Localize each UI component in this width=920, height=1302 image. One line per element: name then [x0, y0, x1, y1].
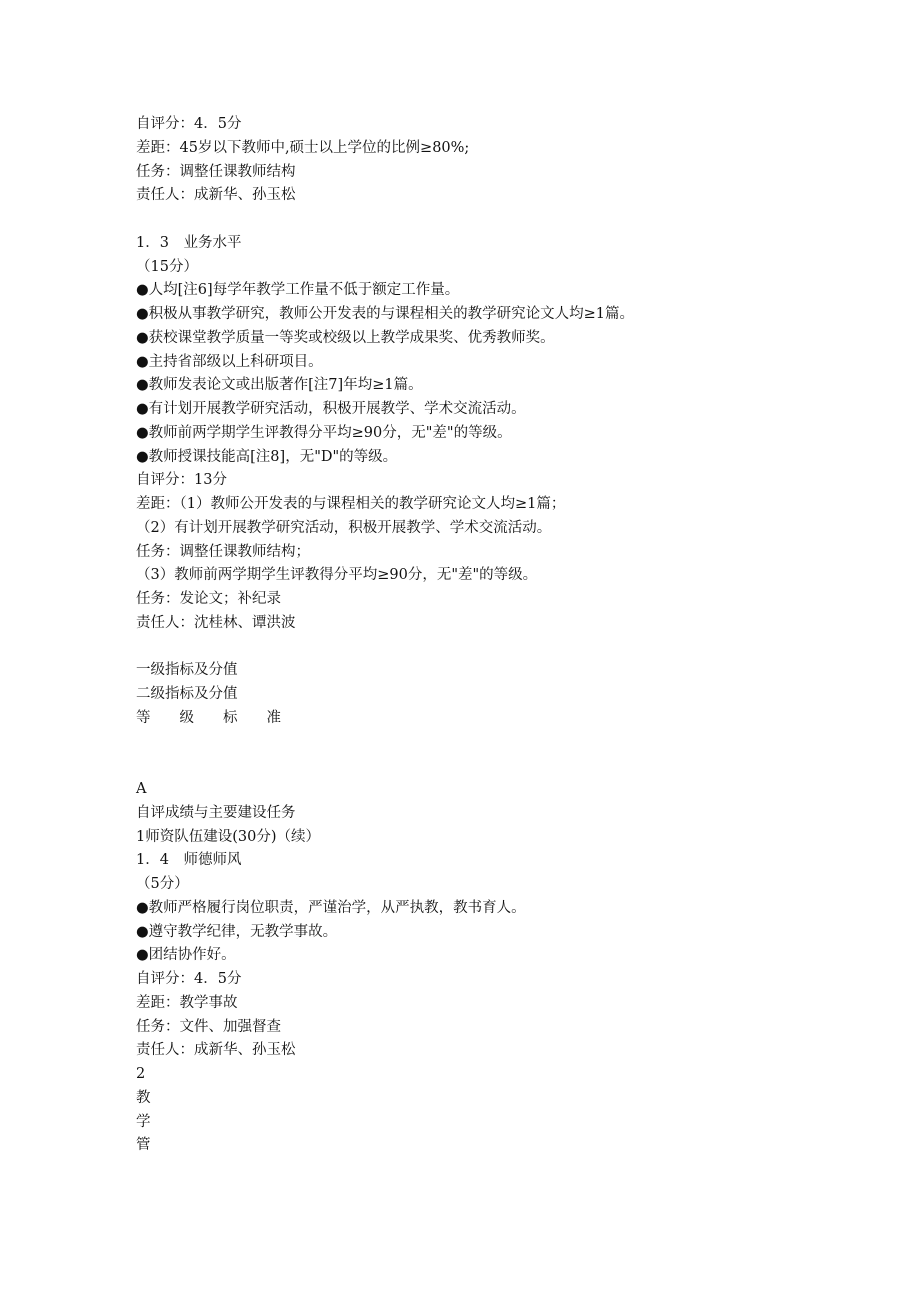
- task-line: 任务：发论文；补纪录: [136, 591, 281, 607]
- self-score-line: 自评分：4．5分: [136, 971, 242, 987]
- responsible-line: 责任人：成新华、孙玉松: [136, 187, 296, 204]
- bullet-item: ●教师发表论文或出版著作[注7]年均≥1篇。: [136, 377, 423, 394]
- vertical-char: 学: [136, 1113, 151, 1130]
- standard-header: 等 级 标 准: [136, 709, 281, 726]
- spacer: [136, 208, 836, 232]
- section-number: 2: [136, 1066, 146, 1082]
- gap-line: 差距：教学事故: [136, 994, 238, 1011]
- section-score: （15分）: [136, 258, 198, 275]
- gap-line: （3）教师前两学期学生评教得分平均≥90分，无"差"的等级。: [136, 567, 538, 584]
- gap-line: 差距：45岁以下教师中,硕士以上学位的比例≥80%;: [136, 139, 470, 156]
- bullet-item: ●主持省部级以上科研项目。: [136, 353, 323, 370]
- gap-line: （2）有计划开展教学研究活动，积极开展教学、学术交流活动。: [136, 519, 552, 536]
- spacer: [136, 636, 836, 660]
- bullet-item: ●教师严格履行岗位职责，严谨治学，从严执教，教书育人。: [136, 899, 526, 916]
- gap-line: 差距：（1）教师公开发表的与课程相关的教学研究论文人均≥1篇；: [136, 496, 566, 512]
- document-page: [136, 113, 836, 1158]
- task-line: 任务：调整任课教师结构；: [136, 543, 310, 560]
- self-eval-header: 自评成绩与主要建设任务: [136, 804, 296, 821]
- self-score-line: 自评分：13分: [136, 472, 227, 489]
- section-heading: 1．3 业务水平: [136, 234, 242, 251]
- bullet-item: ●人均[注6]每学年教学工作量不低于额定工作量。: [136, 282, 460, 299]
- level2-indicator-header: 二级指标及分值: [136, 686, 238, 702]
- category-label: 1师资队伍建设(30分)（续）: [136, 828, 320, 845]
- vertical-char: 教: [136, 1089, 151, 1106]
- self-score-line: 自评分：4．5分: [136, 116, 242, 132]
- bullet-item: ●教师前两学期学生评教得分平均≥90分，无"差"的等级。: [136, 424, 512, 441]
- bullet-item: ●获校课堂教学质量一等奖或校级以上教学成果奖、优秀教师奖。: [136, 329, 555, 346]
- section-heading: 1．4 师德师风: [136, 852, 242, 869]
- bullet-item: ●遵守教学纪律，无教学事故。: [136, 923, 338, 940]
- bullet-item: ●教师授课技能高[注8]，无"D"的等级。: [136, 448, 398, 465]
- task-line: 任务：调整任课教师结构: [136, 163, 296, 180]
- responsible-line: 责任人：成新华、孙玉松: [136, 1042, 296, 1059]
- bullet-item: ●有计划开展教学研究活动，积极开展教学、学术交流活动。: [136, 401, 526, 417]
- bullet-item: ●积极从事教学研究，教师公开发表的与课程相关的教学研究论文人均≥1篇。: [136, 306, 635, 322]
- bullet-item: ●团结协作好。: [136, 947, 236, 964]
- spacer: [136, 731, 836, 779]
- vertical-char: 管: [136, 1137, 151, 1154]
- task-line: 任务：文件、加强督查: [136, 1018, 281, 1035]
- level1-indicator-header: 一级指标及分值: [136, 662, 238, 679]
- section-score: （5分）: [136, 876, 189, 892]
- grade-header: A: [136, 781, 147, 797]
- responsible-line: 责任人：沈桂林、谭洪波: [136, 614, 296, 631]
